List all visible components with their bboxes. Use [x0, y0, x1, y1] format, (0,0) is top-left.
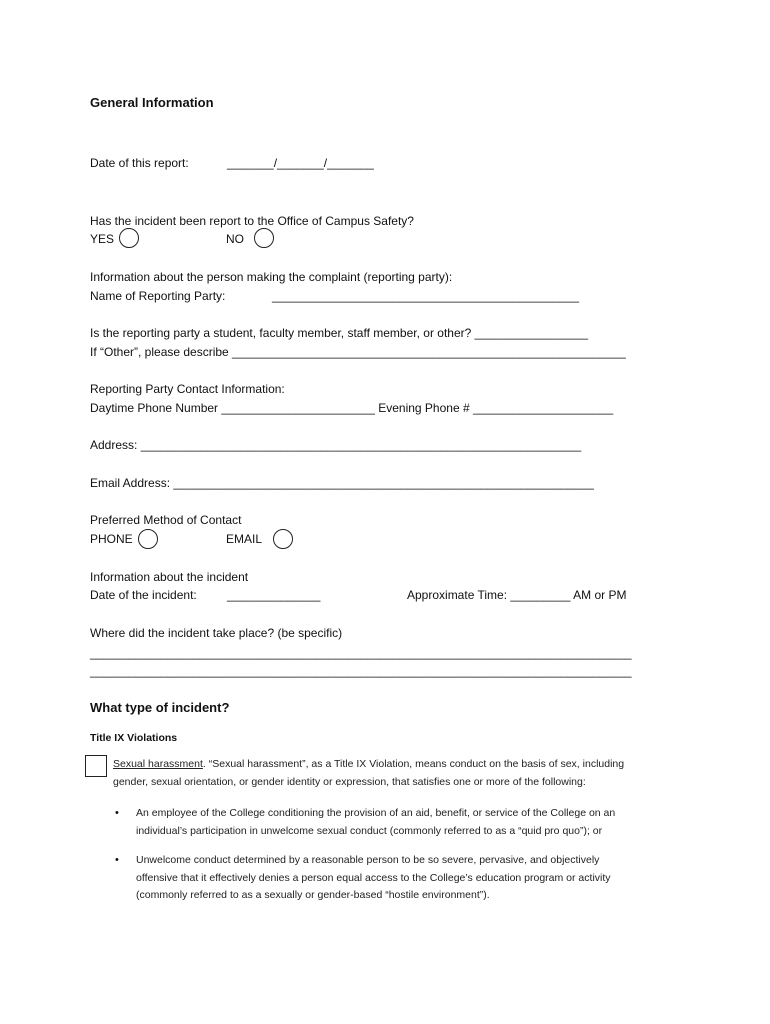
incident-info-intro: Information about the incident — [90, 570, 249, 584]
yes-radio[interactable] — [119, 228, 139, 248]
incident-location-line-1[interactable]: ____________________________________________________________________________________ — [90, 647, 632, 660]
bullet-marker: • — [115, 807, 119, 819]
sexual-harassment-description — [113, 756, 624, 791]
sexual-harassment-text-1: . “Sexual harassment”, as a Title IX Violation, means conduct on the basis of sex, including — [202, 758, 625, 770]
bullet-marker: • — [115, 854, 119, 866]
email-radio[interactable] — [273, 529, 293, 549]
title-ix-heading: Title IX Violations — [90, 732, 178, 744]
general-information-heading: General Information — [90, 95, 214, 110]
bullet-line: offensive that it effectively denies a person equal access to the College’s education program or activity — [136, 871, 611, 884]
no-label: NO — [226, 232, 244, 246]
report-date-label: Date of this report: — [90, 156, 189, 170]
bullet-line: Unwelcome conduct determined by a reasonable person to be so severe, pervasive, and objectively — [136, 854, 600, 866]
reporting-party-role-question[interactable]: Is the reporting party a student, faculty member, staff member, or other? _________________ — [90, 326, 589, 340]
yes-label: YES — [90, 232, 115, 246]
incident-date-field[interactable]: ______________ — [227, 588, 321, 602]
bullet-line: individual’s participation in unwelcome sexual conduct (commonly referred to as a “quid pro quo”); or — [136, 824, 603, 837]
no-radio[interactable] — [254, 228, 274, 248]
reporting-party-name-label: Name of Reporting Party: — [90, 289, 226, 303]
email-label: EMAIL — [226, 532, 263, 546]
sexual-harassment-text-2: gender, sexual orientation, or gender identity or expression, that satisfies one or more of the following: — [113, 775, 586, 788]
reporting-party-name-field[interactable]: ______________________________________________ — [272, 289, 579, 303]
phone-numbers-line[interactable]: Daytime Phone Number _______________________ Evening Phone # _____________________ — [90, 401, 614, 415]
contact-info-heading: Reporting Party Contact Information: — [90, 382, 285, 396]
address-line[interactable]: Address: __________________________________________________________________ — [90, 438, 582, 452]
email-address-line[interactable]: Email Address: _______________________________________________________________ — [90, 476, 594, 490]
bullet-item-quid-pro-quo — [136, 805, 615, 840]
reporting-party-intro: Information about the person making the complaint (reporting party): — [90, 270, 453, 284]
phone-radio[interactable] — [138, 529, 158, 549]
bullet-item-hostile-environment — [136, 852, 611, 905]
bullet-line: An employee of the College conditioning the provision of an aid, benefit, or service of the College on an — [136, 807, 616, 819]
sexual-harassment-title: Sexual harassment — [113, 758, 203, 770]
bullet-line: (commonly referred to as a sexually or gender-based “hostile environment”). — [136, 889, 490, 901]
sexual-harassment-checkbox[interactable] — [85, 755, 107, 777]
other-describe-line[interactable]: If “Other”, please describe ___________________________________________________________ — [90, 345, 626, 359]
incident-location-line-2[interactable]: ____________________________________________________________________________________ — [90, 665, 632, 678]
incident-location-question: Where did the incident take place? (be specific) — [90, 626, 343, 640]
incident-time-field[interactable]: Approximate Time: _________ AM or PM — [407, 588, 627, 602]
preferred-contact-label: Preferred Method of Contact — [90, 513, 242, 527]
incident-type-heading: What type of incident? — [90, 700, 230, 715]
campus-safety-question: Has the incident been report to the Office of Campus Safety? — [90, 214, 414, 228]
incident-date-label: Date of the incident: — [90, 588, 197, 602]
report-date-field[interactable]: _______/_______/_______ — [227, 156, 374, 170]
phone-label: PHONE — [90, 532, 133, 546]
